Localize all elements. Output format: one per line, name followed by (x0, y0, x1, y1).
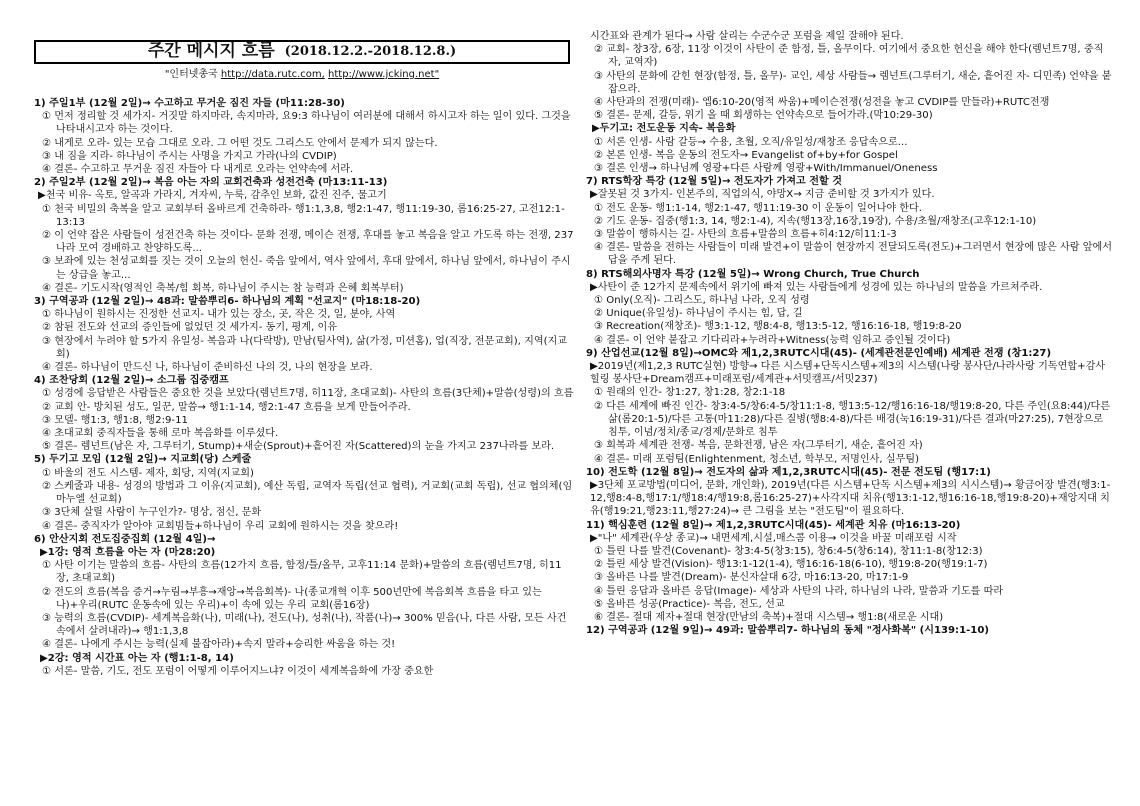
section-intro: ▶2019년(제1,2,3 RUTC실현) 방향→ 다른 시스템+단독시스템+제3의 시스템(나랑 봉사단/나라사랑 기독연합+감사힐링 봉사단+Dream캠프+미래포럼/세계관+서밋캠프/서밋237) (590, 361, 1106, 386)
section-title: 7) RTS학장 특강 (12월 5일)→ 전도자가 가져고 전할 것 (586, 176, 842, 188)
list-item: ⑤ 올바른 성공(Practice)- 복음, 전도, 선교 (594, 598, 785, 610)
list-item: ① 천국 비밀의 축복을 알고 교회부터 올바르게 건축하라- 행1:1,3,8, 행2:1-47, 행11:19-30, 롬16:25-27, 고전12:1-13:13 (42, 203, 565, 228)
section-title: 6) 안산지회 전도집중집회 (12월 4일)→ (34, 533, 216, 545)
list-item: ① 서론 인생- 사람 갈등→ 수용, 초월, 오직/유일성/재창조 응답속으로... (594, 136, 908, 148)
list-item: ④ 결론- 말씀을 전하는 사람들이 미래 발견+이 말씀이 현장까지 전달되도록(전도)+그러면서 현장에 많은 사람 앞에서 답을 주게 된다. (594, 242, 1112, 267)
bulletin-date-range: (2018.12.2.-2018.12.8.) (284, 44, 457, 60)
list-item: ② Unique(유일성)- 하나님이 주시는 힘, 답, 길 (594, 308, 803, 320)
list-item: ④ 결론- 이 언약 붙잡고 기다리라+누려라+Witness(능력 임하고 증인될 것이다) (594, 334, 951, 346)
section-title: 11) 핵심훈련 (12월 8일)→ 제1,2,3RUTC시대(45)- 세계관 치유 (마16:13-20) (586, 519, 961, 531)
list-item: ④ 결론- 하나님이 만드신 나, 하나님이 준비하신 나의 것, 나의 현장을 보라. (42, 362, 373, 374)
list-item: ① Only(오직)- 그리스도, 하나님 나라, 오직 성령 (594, 295, 810, 307)
list-item: ③ 올바른 나를 발견(Dream)- 분신자살대 6강, 마16:13-20, 마17:1-9 (594, 572, 909, 584)
section-text: ▶3단체 포교방법(미디어, 문화, 개인화), 2019년(다른 시스템+단독 시스템+제3의 시시스템)→ 황금어장 발견(행3:1-12,행8:4-8,행17:1/행18:4/행19:8,롬16:25-27)+사각지대 치유(행13:1-12,행16:16-18,행19:8-20)+재앙지대 치유(행19:21,행23:11,행27:24)→ 큰 그림을 보는 "전도팀"이 필요하다. (590, 479, 1111, 518)
list-item: ④ 결론- 미래 포럼팀(Enlightenment, 청소년, 학부모, 저명인사, 실무팀) (594, 453, 920, 465)
section-title: 4) 조찬당회 (12월 2일)→ 소그룹 집중캠프 (34, 375, 229, 387)
website-links (34, 68, 570, 81)
link-data-rutc[interactable]: http://data.rutc.com, (220, 69, 325, 80)
section-title: 9) 산업선교(12월 8일)→OMC와 제1,2,3RUTC시대(45)- (세계관전문인예배) 세계관 전쟁 (창1:27) (586, 347, 1052, 359)
section-7 (586, 175, 1114, 267)
list-item: ③ 결론 인생→ 하나님께 영광+다른 사람께 영광+With/Immanuel/Oneness (594, 163, 938, 175)
section-intro: ▶잘못된 것 3가지- 인본주의, 직업의식, 야망X→ 지금 준비할 것 3가지가 있다. (590, 189, 935, 201)
list-item: ③ 현장에서 누려야 할 5가지 유일성- 복음과 나(다락방), 만남(팀사역), 삶(가정, 미션홈), 업(직장, 전문교회), 지역(지교회) (42, 335, 568, 360)
links-prefix: "인터넷총국 (164, 69, 218, 80)
section-9 (586, 347, 1114, 466)
list-item: ④ 결론- 수고하고 무거운 짐진 자들아 다 내게로 오라는 언약속에 서라. (42, 164, 354, 176)
list-item: ③ 내 짐을 지라- 하나님이 주시는 사명을 가지고 가라(나의 CVDIP) (42, 150, 337, 162)
section-title: 10) 전도학 (12월 8일)→ 전도자의 삶과 제1,2,3RUTC시대(45)- 전문 전도팀 (행17:1) (586, 466, 991, 478)
list-item: ① 먼저 정리할 것 세가지- 거짓말 하지마라, 속지마라, 요9:3 하나님이 여러분에 대해서 하시고자 하는 일이 있다. 그것을 나타내시고자 하는 것이다. (42, 111, 571, 136)
list-item: ④ 틀린 응답과 올바른 응답(Image)- 세상과 사탄의 나라, 하나님의 나라, 말씀과 기도를 따라 (594, 585, 1004, 597)
section-title: 2) 주일2부 (12월 2일)→ 복음 아는 자의 교회건축과 성전건축 (마13:11-13) (34, 177, 388, 189)
list-item: ② 교회 안- 방치된 성도, 일꾼, 말씀→ 행1:1-14, 행2:1-47 흐름을 보게 만들어주라. (42, 401, 411, 413)
section-2 (34, 176, 574, 295)
subsection-title: ▶2강: 영적 시간표 아는 자 (행1:1-8, 14) (40, 652, 234, 664)
section-intro: ▶사탄이 준 12가지 문제속에서 위기에 빠져 있는 사람들에게 성경에 있는 하나님의 말씀을 가르쳐주라. (590, 281, 1043, 293)
list-item: ④ 결론- 중직자가 알아야 교회빔들+하나님이 우리 교회에 원하시는 것을 찾으라! (42, 520, 399, 532)
subsection-title: ▶두기고: 전도운동 지속- 복음화 (592, 123, 736, 135)
list-item: ② 틀린 세상 발견(Vision)- 행13:1-12(1-4), 행16:16-18(6-10), 행19:8-20(행19:1-7) (594, 559, 988, 571)
link-jcking[interactable]: http://www.jcking.net" (328, 69, 440, 80)
list-item: ② 기도 운동- 집중(행1:3, 14, 행2:1-4), 지속(행13장,16장,19장), 수용/초월/재창조(고후12:1-10) (594, 215, 1037, 227)
list-item: ④ 사탄과의 전쟁(미래)- 엡6:10-20(영적 싸움)+메이슨전쟁(성전을 놓고 CVDIP를 만들라)+RUTC전쟁 (594, 97, 1050, 109)
section-title: 5) 두기고 모임 (12월 2일)→ 지교회(당) 스케줄 (34, 454, 252, 466)
list-item: ③ 3단체 살릴 사람이 누구인가?- 명상, 점신, 문화 (42, 507, 262, 519)
section-3 (34, 295, 574, 374)
section-5 (34, 453, 574, 532)
list-item: ② 다른 세계에 빠진 인간- 창3:4-5/창6:4-5/창11:1-8, 행13:5-12/행16:16-18/행19:8-20, 다른 주인(요8:44)/다른 삶(롬20:1-5)/다른 고통(마11:28)/다른 질병(행8:4-8)/다른 배경(눅16:19-31)/다른 결과(마27:25), 7현장으로 침투, 이념/정치/종교/경제/문화로 침투 (594, 400, 1111, 439)
section-11 (586, 519, 1114, 625)
section-1 (34, 97, 574, 176)
list-item: ② 스케줄과 내용- 성경의 방법과 그 이유(지교회), 예산 독립, 교역자 독립(선교 협력), 거교회(교회 독립), 선교 협의체(임마누엘 선교회) (42, 480, 573, 506)
bulletin-title: 주간 메시지 흐름 (147, 41, 275, 62)
list-item: ② 내게로 오라- 있는 모습 그대로 오라. 그 어떤 것도 그리스도 안에서 문제가 되지 않는다. (42, 137, 438, 149)
section-title: 12) 구역공과 (12월 9일)→ 49과: 말씀뿌리7- 하나님의 동체 "정사화복" (시139:1-10) (586, 625, 989, 637)
list-item: ① 바울의 전도 시스템- 제자, 회당, 지역(지교회) (42, 467, 254, 479)
list-item: ④ 결론- 기도시작(영적인 축복/힘 회복, 하나님이 주시는 참 능력과 은혜 회복부터) (42, 282, 404, 294)
list-item: ① 사탄 이기는 말씀의 흐름- 사탄의 흐름(12가지 흐름, 함정/틀/올무, 고후11:14 문화)+말씀의 흐름(렘넌트7명, 히11장, 초대교회) (42, 560, 562, 585)
subsection-title: ▶1강: 영적 흐름을 아는 자 (마28:20) (40, 546, 216, 558)
list-item: ③ 능력의 흐름(CVDIP)- 세계복음화(나), 미래(나), 전도(나), 성취(나), 작품(나)→ 300% 믿음(나, 다른 사람, 모든 사건 속에서 살려내라)→ 행1:1,3,8 (42, 612, 567, 638)
list-item: ③ Recreation(재창조)- 행3:1-12, 행8:4-8, 행13:5-12, 행16:16-18, 행19:8-20 (594, 321, 962, 333)
list-item: ③ 말씀이 행하시는 길- 사탄의 흐름+말씀의 흐름+히4:12/히11:1-3 (594, 229, 897, 241)
list-item: ⑥ 결론- 절대 제자+절대 현장(만남의 축복)+절대 시스템→ 행1:8(새로운 시대) (594, 611, 944, 623)
section-6-continued (586, 30, 1114, 175)
continued-line: 시간표와 관계가 된다→ 사람 살리는 수군수군 포럼을 제일 잘해야 된다. (590, 31, 904, 42)
list-item: ② 참된 전도와 선교의 증인들에 없었던 것 세가지- 동기, 평계, 이유 (42, 322, 337, 334)
left-column (34, 97, 574, 678)
section-4 (34, 374, 574, 453)
list-item: ① 성경에 응답받은 사람들은 중요한 것을 보았다(렘넌트7명, 히11장, 초대교회)- 사탄의 흐름(3단체)+말씀(성령)의 흐름 (42, 388, 574, 400)
section-intro: ▶"나" 세계관(우상 종교)→ 내면세계,시설,매스콤 이용→ 이것을 바꿀 미래포럼 시작 (590, 532, 957, 544)
list-item: ① 서론- 말씀, 기도, 전도 포럼이 어떻게 이루어지느냐? 이것이 세계복음화에 가장 중요한 (42, 665, 434, 677)
list-item: ① 원래의 인간- 창1:27, 창1:28, 창2:1-18 (594, 387, 786, 399)
section-8 (586, 268, 1114, 347)
list-item: ② 본론 인생- 복음 운동의 전도자→ Evangelist of+by+for Gospel (594, 149, 898, 161)
list-item: ① 틀린 나를 발견(Covenant)- 창3:4-5(창3:15), 창6:4-5(창6:14), 창11:1-8(창12:3) (594, 545, 983, 557)
section-intro: ▶천국 비유- 옥토, 알곡과 가라지, 겨자씨, 누룩, 감추인 보화, 값진 진주, 물고기 (38, 190, 387, 202)
section-title: 3) 구역공과 (12월 2일)→ 48과: 말씀뿌리6- 하나님의 계획 "선교지" (마18:18-20) (34, 296, 421, 308)
bulletin-title-box (34, 40, 570, 64)
list-item: ③ 모델- 행1:3, 행1:8, 행2:9-11 (42, 414, 188, 426)
list-item: ⑤ 결론- 문제, 갈등, 위기 올 때 회생하는 언약속으로 들어가라.(막10:29-30) (594, 110, 933, 122)
list-item: ① 전도 운동- 행1:1-14, 행2:1-47, 행11:19-30 이 운동이 일어나야 한다. (594, 202, 922, 214)
list-item: ③ 사탄의 문화에 갇힌 현장(함정, 틀, 올무)- 교인, 세상 사람들→ 렘넌트(그루터기, 새순, 흩어진 자- 디민족) 언약을 붙잡으라. (594, 70, 1112, 95)
right-column (586, 30, 1114, 637)
list-item: ② 전도의 흐름(복음 증거→누림→부흥→재앙→복음회복)- 나(종교개혁 이후 500년만에 복음회복 흐름을 타고 있는 나)+우리(RUTC 운동속에 있는 우리)+이 속에 있는 우리 교회(롬16장) (42, 586, 542, 611)
section-title: 1) 주일1부 (12월 2일)→ 수고하고 무거운 짐진 자들 (마11:28-30) (34, 98, 345, 109)
list-item: ③ 회복과 세계관 전쟁- 복음, 문화전쟁, 남은 자(그루터기, 새순, 흩어진 자) (594, 440, 923, 452)
section-title: 8) RTS해외사명자 특강 (12월 5일)→ Wrong Church, True Church (586, 268, 920, 280)
section-6 (34, 533, 574, 678)
list-item: ② 교회- 창3장, 6장, 11장 이것이 사탄이 준 함정, 틀, 올무이다. 여기에서 중요한 헌신을 해야 한다(렘넌트7명, 중직자, 교역자) (594, 44, 1104, 69)
section-12 (586, 624, 1114, 637)
list-item: ① 하나님이 원하시는 진정한 선교지- 내가 있는 장소, 곳, 작은 것, 일, 분야, 사역 (42, 309, 396, 321)
list-item: ③ 보좌에 있는 천성교회를 짓는 것이 오늘의 헌신- 죽음 앞에서, 역사 앞에서, 후대 앞에서, 하나님 앞에서, 하나님이 주시는 상급을 놓고... (42, 256, 571, 281)
list-item: ② 이 언약 잡은 사람들이 성전건축 하는 것이다- 문화 전쟁, 메이슨 전쟁, 후대를 놓고 복음을 알고 가도록 하는 전쟁, 237나라 모여 경배하고 찬양하도록... (42, 230, 574, 255)
list-item: ⑤ 결론- 렘넌트(남은 자, 그루터기, Stump)+새순(Sprout)+흩어진 자(Scattered)의 눈을 가지고 237나라를 보라. (42, 441, 555, 453)
list-item: ④ 초대교회 중직자들을 통해 로마 복음화를 이루셨다. (42, 428, 279, 440)
section-10 (586, 466, 1114, 519)
list-item: ④ 결론- 나에게 주시는 능력(실제 불잡아라)+속지 말라+승리한 싸움을 하는 것! (42, 639, 396, 651)
